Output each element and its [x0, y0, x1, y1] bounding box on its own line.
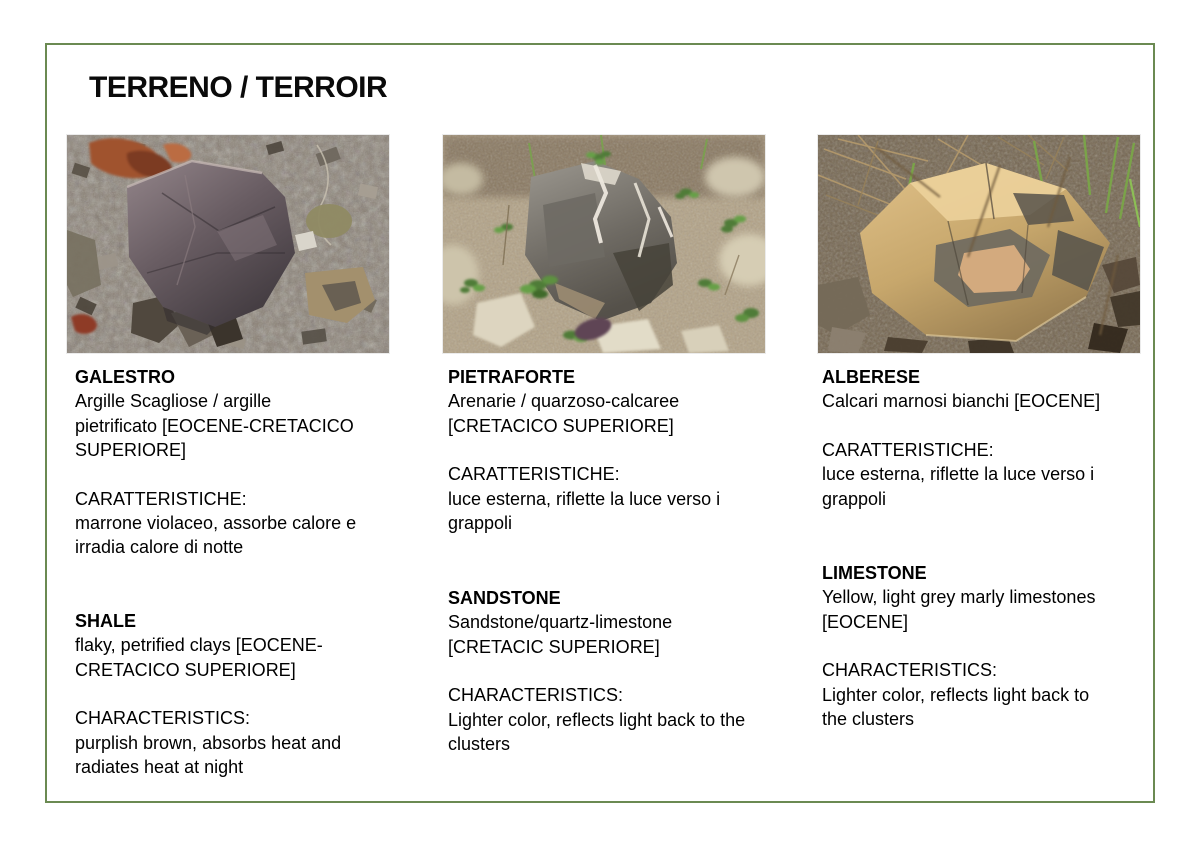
section-characteristics: [822, 438, 1182, 511]
galestro-rock-photo: [67, 135, 389, 353]
text-line: the clusters: [822, 709, 915, 730]
page-title: TERRENO / TERROIR: [89, 71, 388, 104]
section-characteristics: [448, 683, 818, 756]
section-characteristics: [448, 462, 818, 535]
section-heading: SHALE: [75, 611, 137, 631]
text-line: SUPERIORE]: [75, 440, 187, 461]
galestro-rock-illustration: [67, 135, 389, 353]
alberese-rock-illustration: [818, 135, 1140, 353]
section-galestro: [75, 365, 435, 560]
section-pietraforte: [448, 365, 818, 535]
text-line: CARATTERISTICHE:: [822, 439, 994, 460]
text-line: marrone violaceo, assorbe calore e: [75, 513, 357, 534]
section-body: [822, 585, 1182, 634]
text-line: Argille Scagliose / argille: [75, 391, 272, 412]
section-heading: ALBERESE: [822, 367, 921, 387]
text-line: irradia calore di notte: [75, 537, 244, 558]
text-line: clusters: [448, 734, 511, 755]
text-line: CHARACTERISTICS:: [75, 708, 251, 729]
text-line: grappoli: [448, 513, 513, 534]
section-shale: [75, 609, 435, 779]
section-heading: SANDSTONE: [448, 588, 561, 608]
text-line: Lighter color, reflects light back to: [822, 684, 1090, 705]
section-heading: GALESTRO: [75, 367, 176, 387]
text-line: Sandstone/quartz-limestone: [448, 612, 673, 633]
text-line: CHARACTERISTICS:: [822, 660, 998, 681]
text-line: Calcari marnosi bianchi [EOCENE]: [822, 391, 1101, 412]
text-line: luce esterna, riflette la luce verso i: [822, 464, 1095, 485]
text-line: Arenarie / quarzoso-calcaree: [448, 391, 680, 412]
text-line: [CRETACIC SUPERIORE]: [448, 636, 660, 657]
section-body: [822, 389, 1182, 413]
section-characteristics: [75, 487, 435, 560]
section-heading: PIETRAFORTE: [448, 367, 576, 387]
text-line: radiates heat at night: [75, 757, 244, 778]
text-line: purplish brown, absorbs heat and: [75, 732, 342, 753]
section-alberese: [822, 365, 1182, 511]
text-line: pietrificato [EOCENE-CRETACICO: [75, 415, 354, 436]
text-line: CRETACICO SUPERIORE]: [75, 659, 296, 680]
section-body: [75, 389, 435, 462]
text-line: luce esterna, riflette la luce verso i: [448, 488, 721, 509]
alberese-rock-photo: [818, 135, 1140, 353]
section-sandstone: [448, 586, 818, 756]
text-line: Lighter color, reflects light back to the: [448, 709, 746, 730]
section-body: [75, 633, 435, 682]
section-characteristics: [822, 658, 1182, 731]
pietraforte-rock-illustration: [443, 135, 765, 353]
text-line: [EOCENE]: [822, 611, 909, 632]
section-heading: LIMESTONE: [822, 563, 927, 583]
pietraforte-rock-photo: [443, 135, 765, 353]
text-line: CHARACTERISTICS:: [448, 685, 624, 706]
section-limestone: [822, 561, 1182, 731]
text-line: flaky, petrified clays [EOCENE-: [75, 635, 323, 656]
text-line: CARATTERISTICHE:: [75, 488, 247, 509]
section-characteristics: [75, 706, 435, 779]
text-line: [CRETACICO SUPERIORE]: [448, 415, 674, 436]
section-body: [448, 389, 818, 438]
section-body: [448, 610, 818, 659]
text-line: CARATTERISTICHE:: [448, 464, 620, 485]
text-line: grappoli: [822, 488, 887, 509]
text-line: Yellow, light grey marly limestones: [822, 587, 1096, 608]
